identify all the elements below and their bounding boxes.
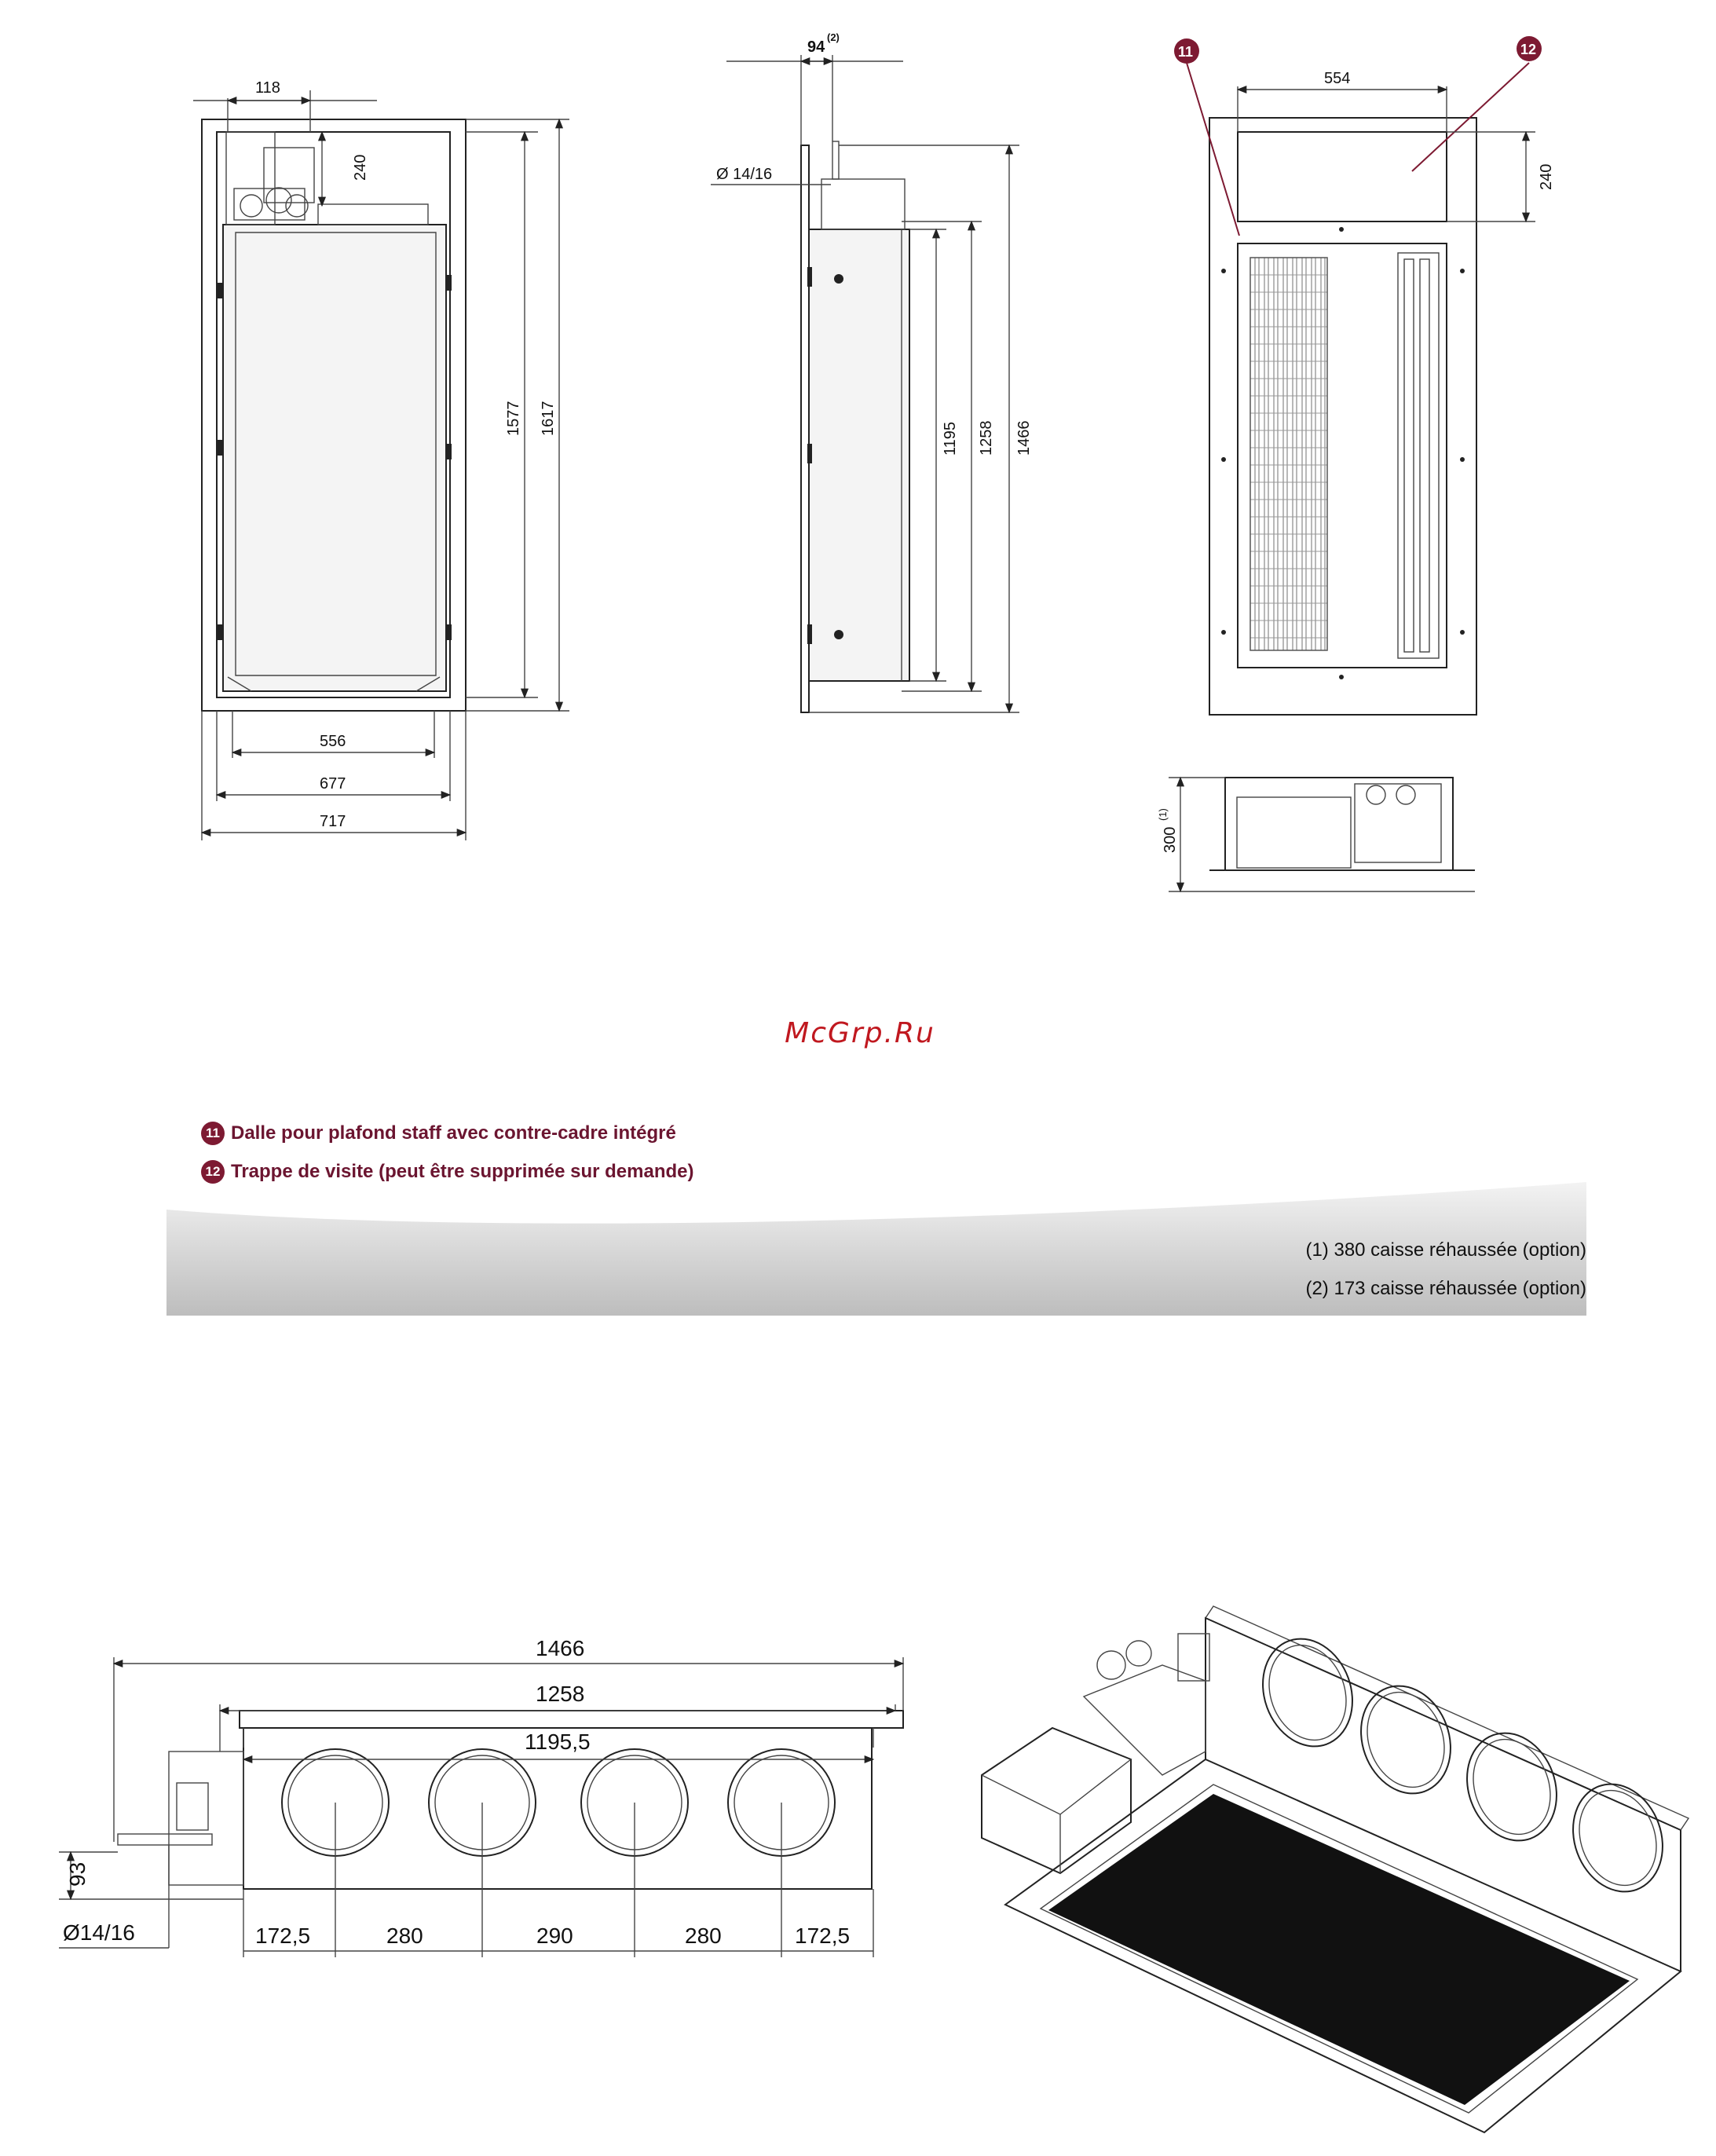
- note-1: (1) 380 caisse réhaussée (option): [1305, 1239, 1586, 1261]
- legend-text-12: Trappe de visite (peut être supprimée sur demande): [231, 1161, 694, 1182]
- side-dim-94: 94: [807, 38, 825, 56]
- front-dim-1577: 1577: [505, 401, 522, 436]
- ceiling-dim-240: 240: [1538, 163, 1555, 190]
- plan-spacing-2: 280: [386, 1924, 423, 1948]
- ceiling-view: [1174, 36, 1555, 715]
- plan-dim-1258: 1258: [536, 1682, 585, 1706]
- plan-spacing-1: 172,5: [255, 1924, 311, 1948]
- legend-text-11: Dalle pour plafond staff avec contre-cadre intégré: [231, 1122, 676, 1144]
- side-dim-1466: 1466: [1015, 420, 1033, 456]
- front-dim-240: 240: [352, 154, 369, 181]
- front-dim-1617: 1617: [540, 401, 557, 436]
- front-dim-677: 677: [320, 775, 346, 792]
- legend-item-11: [201, 1122, 676, 1145]
- isometric-view: [982, 1606, 1689, 2132]
- note-2: (2) 173 caisse réhaussée (option): [1305, 1278, 1586, 1299]
- legend-item-12: [201, 1160, 694, 1184]
- callout-11: 11: [1178, 44, 1194, 60]
- front-dim-556: 556: [320, 733, 346, 750]
- plan-view: [59, 1636, 903, 1957]
- side-view: [711, 31, 1033, 712]
- side-dim-94-sup: (2): [827, 31, 840, 43]
- plan-spacing-5: 172,5: [795, 1924, 851, 1948]
- callout-12: 12: [1520, 42, 1537, 57]
- legend-badge-12: 12: [201, 1160, 225, 1184]
- front-view: [193, 79, 569, 840]
- side-dim-1195: 1195: [942, 421, 959, 456]
- watermark: McGrp.Ru: [785, 1017, 935, 1049]
- front-dim-717: 717: [320, 813, 346, 830]
- front-dim-118: 118: [255, 79, 280, 97]
- plan-dim-1195-5: 1195,5: [525, 1730, 591, 1754]
- height-dim-300: 300: [1162, 826, 1179, 853]
- height-dim-300-sup: (1): [1157, 808, 1169, 821]
- plan-dim-pipe: Ø14/16: [63, 1920, 135, 1945]
- height-view: [1157, 778, 1475, 891]
- side-dim-pipe: Ø 14/16: [716, 166, 773, 183]
- ceiling-dim-554: 554: [1324, 70, 1351, 87]
- plan-spacing-3: 290: [536, 1924, 573, 1948]
- side-dim-1258: 1258: [978, 420, 995, 456]
- plan-dim-93: 93: [65, 1861, 90, 1887]
- plan-spacing-4: 280: [685, 1924, 722, 1948]
- legend-badge-11: 11: [201, 1122, 225, 1145]
- plan-dim-1466: 1466: [536, 1636, 585, 1660]
